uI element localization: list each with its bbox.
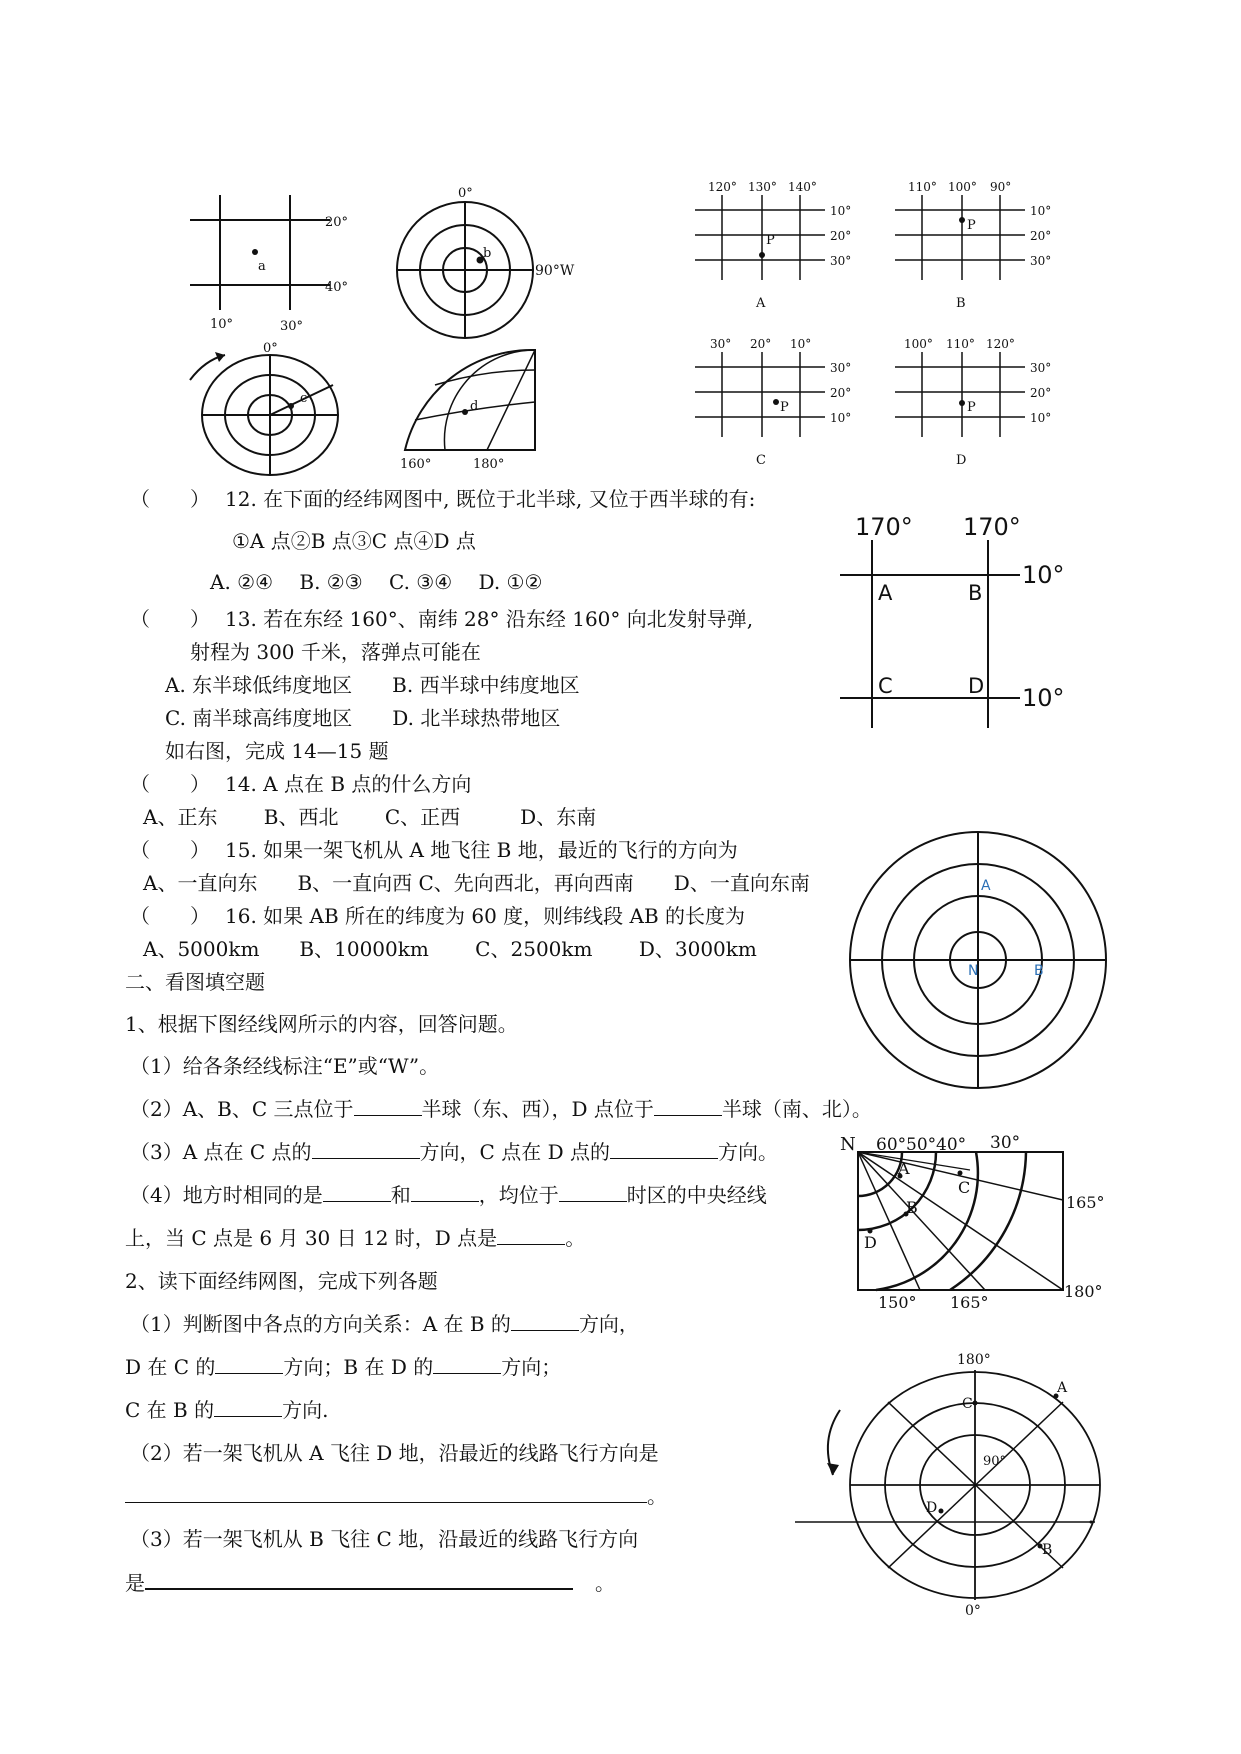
point-label: a bbox=[258, 259, 266, 274]
lat-label: 20° bbox=[830, 386, 852, 400]
answer-blank[interactable] bbox=[654, 1097, 722, 1116]
point-label-n: N bbox=[968, 963, 979, 979]
lat-label: 20° bbox=[830, 229, 852, 243]
s2q2-title: 2、读下面经纬网图，完成下列各题 bbox=[125, 1269, 438, 1293]
lat-label: 30° bbox=[1030, 254, 1052, 268]
q13-paren: （ ） bbox=[130, 607, 210, 631]
text: 时区的中央经线 bbox=[626, 1183, 767, 1207]
lat-label: 30° bbox=[1030, 361, 1052, 375]
answer-blank[interactable] bbox=[497, 1226, 565, 1245]
figure-polar-c bbox=[185, 340, 375, 480]
right-label: 90°W bbox=[535, 263, 575, 279]
q13-stem2: 射程为 300 千米，落弹点可能在 bbox=[190, 640, 481, 664]
lon-label: 100° bbox=[904, 337, 933, 351]
top-label: 60° bbox=[876, 1135, 907, 1155]
lat-label: 10° bbox=[1030, 411, 1052, 425]
bottom-label: 165° bbox=[950, 1293, 989, 1312]
grid-figure-B bbox=[890, 180, 1070, 310]
q16-paren: （ ） bbox=[130, 904, 210, 928]
top-label: 30° bbox=[990, 1133, 1021, 1153]
text: 方向； bbox=[501, 1355, 562, 1379]
text: 上，当 C 点是 6 月 30 日 12 时，D 点是 bbox=[125, 1226, 498, 1250]
q13-options-cd: C. 南半球高纬度地区 D. 北半球热带地区 bbox=[165, 706, 561, 730]
text: 方向， bbox=[578, 1312, 639, 1336]
point-label-d: D bbox=[968, 674, 985, 698]
text: （4）地方时相同的是 bbox=[130, 1183, 323, 1207]
lon-label: 100° bbox=[948, 180, 977, 194]
point-label: P bbox=[780, 400, 789, 415]
grid-letter: A bbox=[756, 296, 766, 311]
lon-label: 30° bbox=[280, 319, 304, 334]
point-label-a: A bbox=[1057, 1380, 1068, 1396]
text: 方向；B 在 D 的 bbox=[283, 1355, 434, 1379]
corner-label: N bbox=[840, 1134, 856, 1155]
grid-figure-C bbox=[690, 337, 870, 467]
s2q2-p3-answer-line bbox=[125, 1570, 615, 1595]
figure-sector-d bbox=[395, 340, 565, 480]
text: 。 bbox=[647, 1484, 667, 1508]
point-label-b: B bbox=[968, 581, 983, 605]
s2q2-p1-cont2 bbox=[125, 1398, 328, 1422]
lon-label: 110° bbox=[908, 180, 937, 194]
grid-figure-D bbox=[890, 337, 1070, 467]
lat-label: 10° bbox=[830, 204, 852, 218]
s2q1-p4 bbox=[130, 1183, 767, 1207]
lat-label: 20° bbox=[1030, 386, 1052, 400]
lon-label: 20° bbox=[750, 337, 772, 351]
s2q1-p1: （1）给各条经线标注“E”或“W”。 bbox=[130, 1054, 440, 1078]
text: 是 bbox=[125, 1571, 145, 1595]
figure-quarter-grid bbox=[840, 1130, 1110, 1310]
q13-stem: 13. 若在东经 160°、南纬 28° 沿东经 160° 向北发射导弹, bbox=[225, 607, 754, 631]
text: 方向，C 点在 D 点的 bbox=[419, 1140, 610, 1164]
point-label-a: A bbox=[878, 581, 893, 605]
text: 和 bbox=[390, 1183, 411, 1207]
text: D 在 C 的 bbox=[125, 1355, 216, 1379]
text: 。 bbox=[595, 1571, 615, 1595]
grid-letter: D bbox=[956, 453, 967, 468]
q12-items: ①A 点②B 点③C 点④D 点 bbox=[232, 529, 476, 553]
q15-stem: 15. 如果一架飞机从 A 地飞往 B 地，最近的飞行的方向为 bbox=[225, 838, 738, 862]
lon-label: 140° bbox=[788, 180, 817, 194]
answer-blank[interactable] bbox=[312, 1140, 420, 1159]
lon-label: 10° bbox=[790, 337, 812, 351]
lat-label: 10° bbox=[830, 411, 852, 425]
point-label-d: D bbox=[926, 1500, 938, 1516]
figure-grid-a bbox=[180, 190, 380, 334]
q12-stem: 12. 在下面的经纬网图中, 既位于北半球, 又位于西半球的有: bbox=[225, 487, 756, 511]
right-label: 180° bbox=[1064, 1282, 1103, 1301]
lon-label-left: 170° bbox=[855, 513, 913, 541]
s2q2-p1-cont bbox=[125, 1355, 561, 1379]
text: （3）A 点在 C 点的 bbox=[130, 1140, 312, 1164]
answer-blank[interactable] bbox=[559, 1183, 627, 1202]
point-label-d: D bbox=[864, 1233, 877, 1252]
point-label: c bbox=[300, 391, 308, 406]
text: 。 bbox=[565, 1226, 586, 1250]
top-label: 0° bbox=[458, 186, 473, 201]
q15-paren: （ ） bbox=[130, 838, 210, 862]
top-label: 50° bbox=[906, 1135, 937, 1155]
lon-label: 130° bbox=[748, 180, 777, 194]
lon-label: 120° bbox=[708, 180, 737, 194]
q16-stem: 16. 如果 AB 所在的纬度为 60 度，则纬线段 AB 的长度为 bbox=[225, 904, 746, 928]
grid-letter: B bbox=[956, 296, 966, 311]
s2q1-p4-cont bbox=[125, 1226, 585, 1250]
point-label: P bbox=[967, 218, 976, 233]
q14-options: A、正东 B、西北 C、正西 D、东南 bbox=[143, 805, 597, 829]
point-label-c: C bbox=[958, 1178, 971, 1197]
lat-label: 40° bbox=[325, 280, 349, 295]
q16-options: A、5000km B、10000km C、2500km D、3000km bbox=[143, 937, 757, 961]
s2q2-p3: （3）若一架飞机从 B 飞往 C 地，沿最近的线路飞行方向 bbox=[130, 1527, 639, 1551]
q15-options: A、一直向东 B、一直向西 C、先向西北，再向西南 D、一直向东南 bbox=[143, 871, 810, 895]
lon-label: 30° bbox=[710, 337, 732, 351]
answer-blank[interactable] bbox=[214, 1398, 282, 1417]
top-label: 0° bbox=[263, 341, 278, 356]
q14-paren: （ ） bbox=[130, 772, 210, 796]
figure-polar-b bbox=[395, 186, 595, 345]
q12-options: A. ②④ B. ②③ C. ③④ D. ①② bbox=[210, 570, 543, 594]
text: 方向。 bbox=[717, 1140, 778, 1164]
top-label: 180° bbox=[957, 1352, 991, 1368]
text: （2）A、B、C 三点位于 bbox=[130, 1097, 354, 1121]
point-label-b: B bbox=[1034, 963, 1044, 979]
answer-blank[interactable] bbox=[433, 1355, 501, 1374]
answer-blank[interactable] bbox=[511, 1312, 579, 1331]
lon-label-right: 170° bbox=[963, 513, 1021, 541]
answer-blank[interactable] bbox=[125, 1484, 647, 1503]
center-label: 90° bbox=[983, 1454, 1007, 1469]
lon-label: 180° bbox=[473, 457, 505, 472]
text: 半球（东、西），D 点位于 bbox=[421, 1097, 654, 1121]
s2q2-p1 bbox=[130, 1312, 639, 1336]
point-label-b: B bbox=[1042, 1542, 1053, 1558]
answer-blank[interactable] bbox=[215, 1355, 283, 1374]
intro-14-15: 如右图，完成 14—15 题 bbox=[165, 739, 389, 763]
answer-blank[interactable] bbox=[354, 1097, 422, 1116]
q13-options-ab: A. 东半球低纬度地区 B. 西半球中纬度地区 bbox=[165, 673, 580, 697]
lon-label: 90° bbox=[990, 180, 1012, 194]
grid-letter: C bbox=[756, 453, 766, 468]
text: ，均位于 bbox=[478, 1183, 559, 1207]
s2q2-p2: （2）若一架飞机从 A 飞往 D 地，沿最近的线路飞行方向是 bbox=[130, 1441, 659, 1465]
lon-label: 110° bbox=[946, 337, 975, 351]
answer-blank[interactable] bbox=[145, 1570, 573, 1590]
q14-stem: 14. A 点在 B 点的什么方向 bbox=[225, 772, 472, 796]
s2q1-p3 bbox=[130, 1140, 778, 1164]
point-label-c: C bbox=[878, 674, 893, 698]
bottom-label: 150° bbox=[878, 1293, 917, 1312]
section2-title: 二、看图填空题 bbox=[125, 970, 265, 994]
lat-label-top: 10° bbox=[1022, 561, 1065, 589]
lon-label: 160° bbox=[400, 457, 432, 472]
s2q2-p2-answer-line bbox=[125, 1484, 667, 1508]
text: 方向. bbox=[282, 1398, 329, 1422]
top-label: 40° bbox=[936, 1135, 967, 1155]
answer-blank[interactable] bbox=[610, 1140, 718, 1159]
point-label-b: B bbox=[906, 1198, 918, 1217]
point-label: P bbox=[766, 233, 775, 248]
point-label: P bbox=[967, 400, 976, 415]
lon-label: 10° bbox=[210, 317, 234, 332]
lat-label: 20° bbox=[1030, 229, 1052, 243]
answer-blank[interactable] bbox=[323, 1183, 391, 1202]
figure-polar-north bbox=[848, 830, 1108, 1090]
text: 半球（南、北）。 bbox=[721, 1097, 872, 1121]
right-label: 165° bbox=[1066, 1193, 1105, 1212]
lat-label-bottom: 10° bbox=[1022, 684, 1065, 712]
lat-label: 10° bbox=[1030, 204, 1052, 218]
lon-label: 120° bbox=[986, 337, 1015, 351]
figure-polar-bottom bbox=[795, 1350, 1115, 1620]
lat-label: 30° bbox=[830, 361, 852, 375]
q12-paren: （ ） bbox=[130, 487, 210, 511]
s2q1-title: 1、根据下图经线网所示的内容，回答问题。 bbox=[125, 1012, 518, 1036]
point-label-a: A bbox=[898, 1159, 910, 1178]
grid-figure-A bbox=[690, 180, 870, 310]
s2q1-p2 bbox=[130, 1097, 872, 1121]
lat-label: 20° bbox=[325, 215, 349, 230]
bottom-label: 0° bbox=[965, 1603, 981, 1619]
point-label-c: C bbox=[962, 1396, 973, 1412]
point-label: d bbox=[470, 399, 479, 414]
text: C 在 B 的 bbox=[125, 1398, 215, 1422]
point-label-a: A bbox=[981, 878, 991, 894]
lat-label: 30° bbox=[830, 254, 852, 268]
text: （1）判断图中各点的方向关系：A 在 B 的 bbox=[130, 1312, 511, 1336]
point-label: b bbox=[483, 246, 492, 261]
answer-blank[interactable] bbox=[411, 1183, 479, 1202]
figure-square-grid bbox=[840, 510, 1080, 730]
